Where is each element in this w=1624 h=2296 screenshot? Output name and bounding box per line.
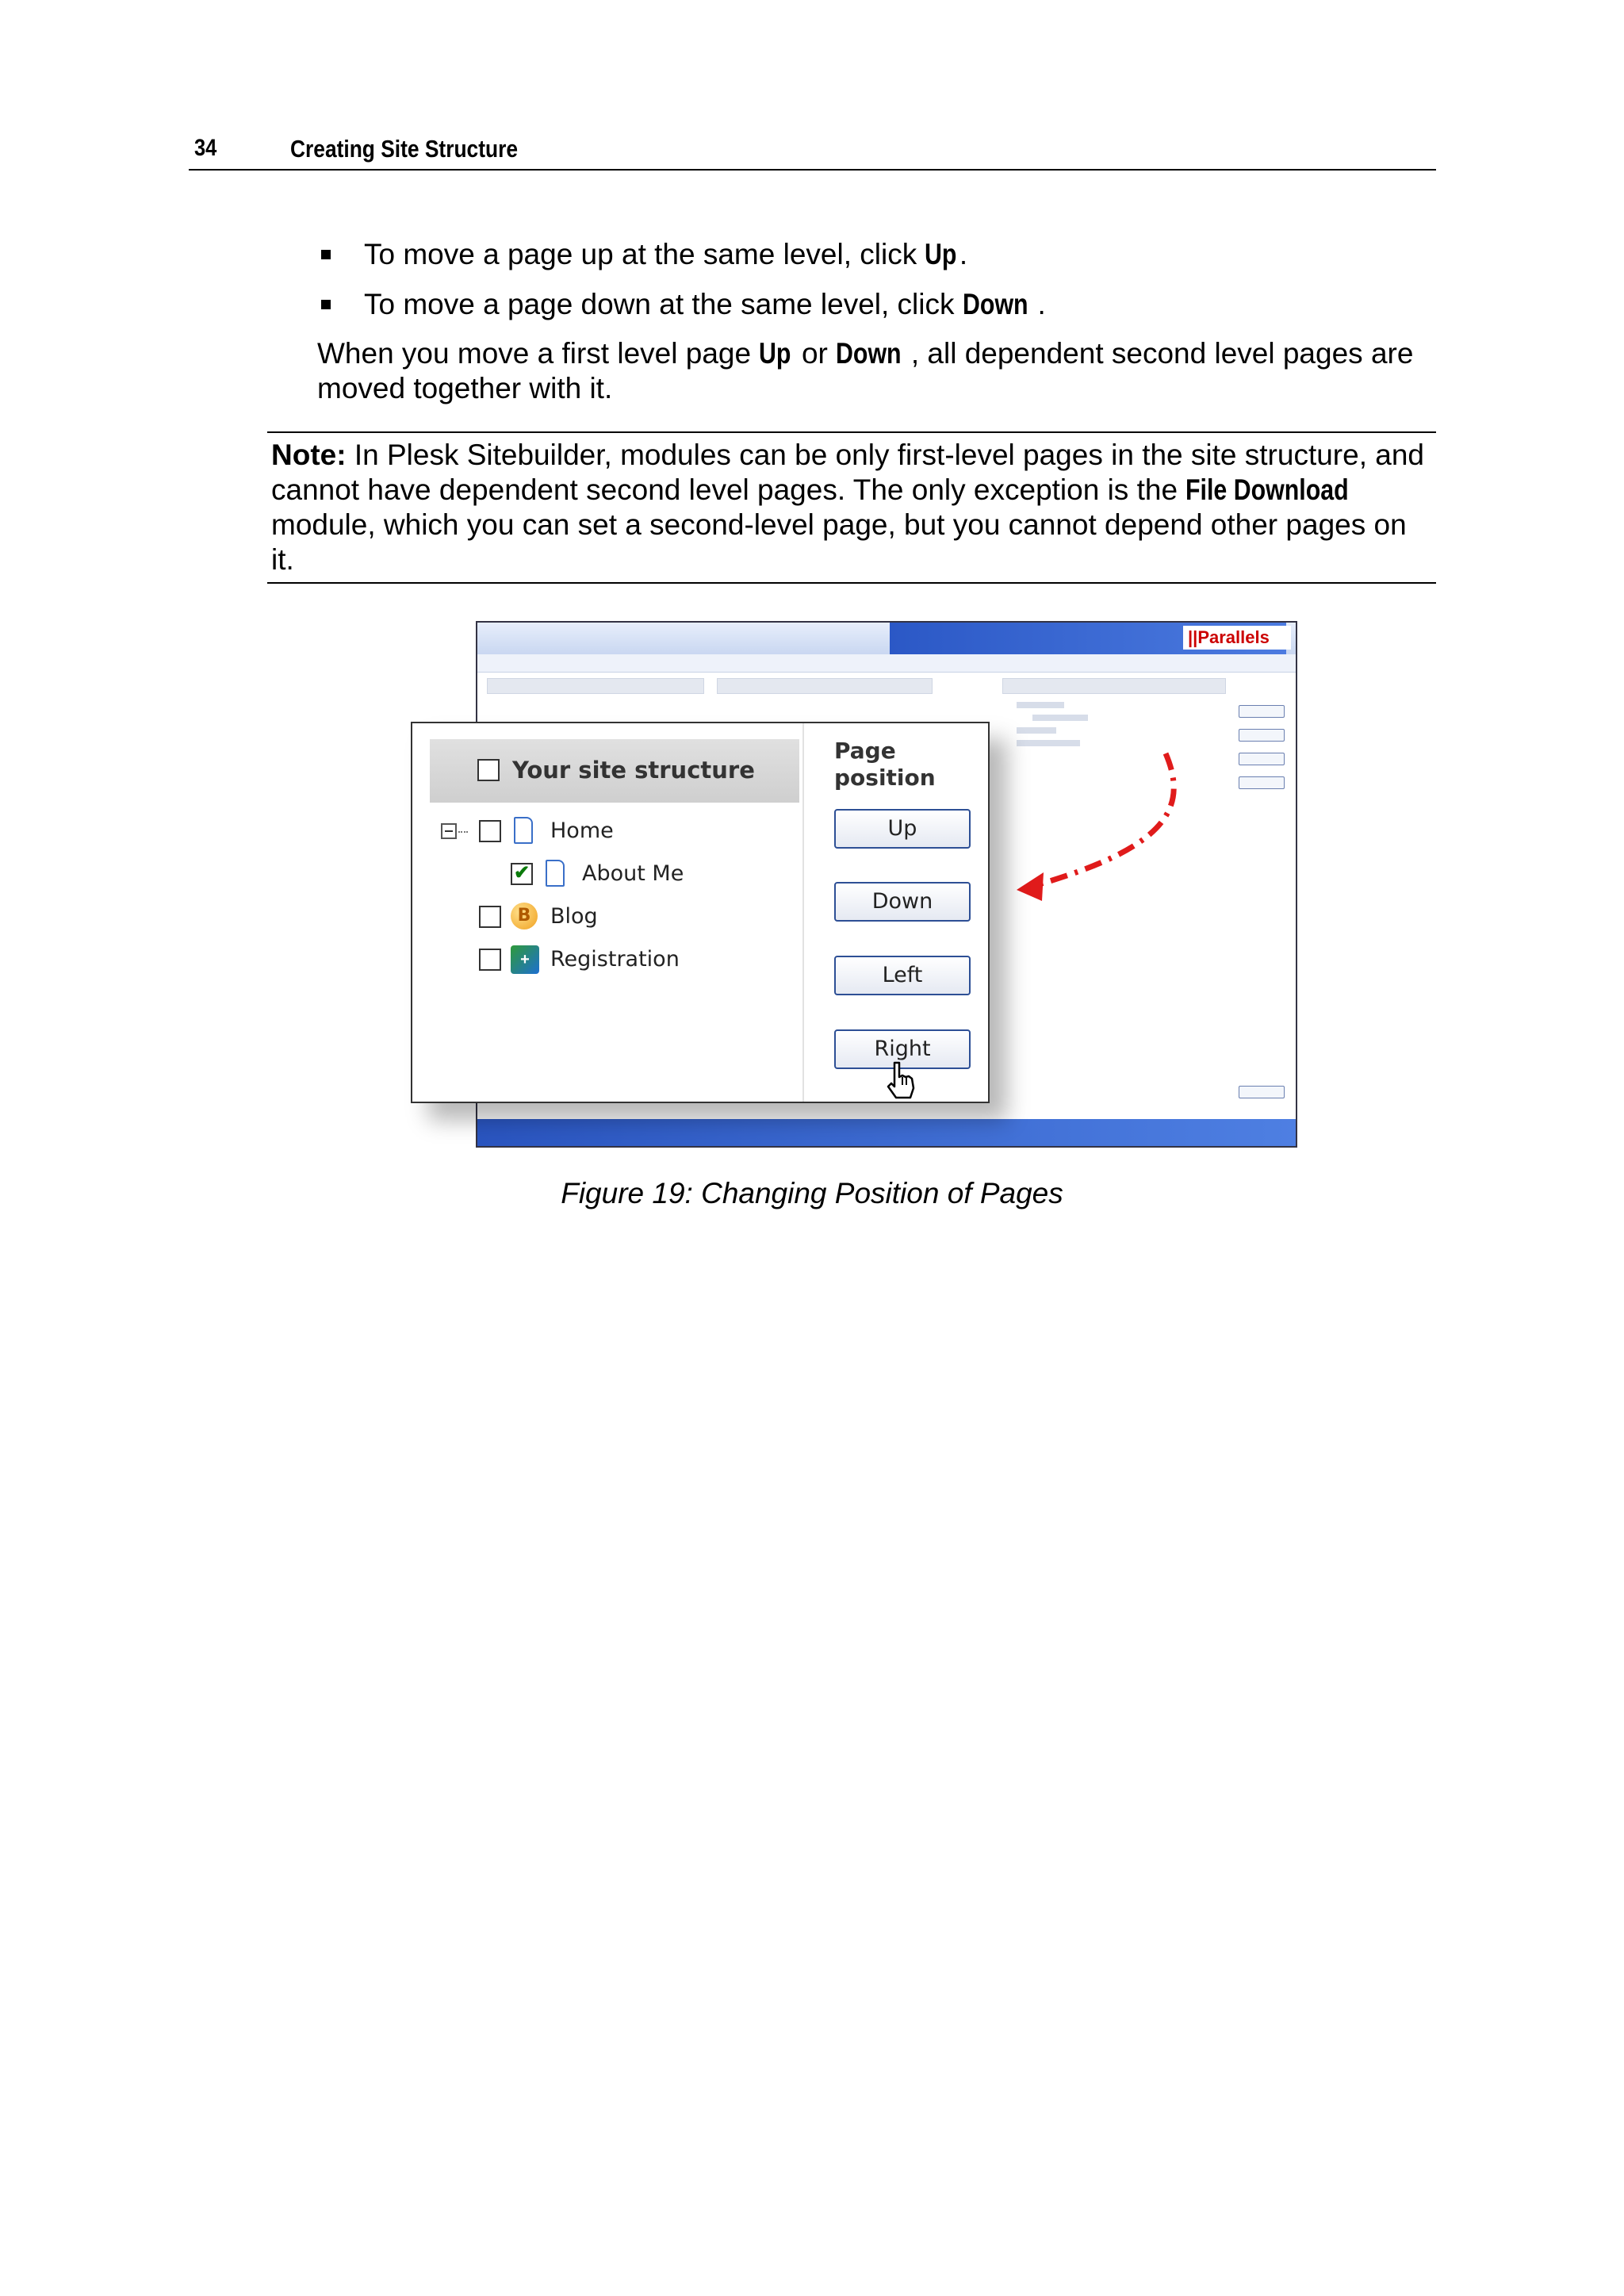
tree-item-registration[interactable]: Registration (550, 947, 680, 972)
screenshot-status-bar (477, 654, 1296, 673)
screenshot-finish-button (1239, 1086, 1285, 1098)
up-button[interactable]: Up (834, 809, 971, 849)
screenshot-column-header (717, 678, 933, 694)
screenshot-up-button (1239, 705, 1285, 718)
parallels-logo: ||Parallels (1183, 626, 1291, 650)
screenshot-left-button (1239, 753, 1285, 765)
hand-cursor-icon (883, 1060, 920, 1101)
page-position-title-line1: Page (834, 738, 896, 764)
page-position-title-line2: position (834, 765, 936, 791)
tree-item-about-me[interactable]: About Me (582, 861, 684, 886)
screenshot-tree-row (1032, 715, 1088, 721)
collapse-icon[interactable] (441, 823, 457, 839)
registration-checkbox[interactable] (479, 949, 501, 971)
bullet-text: To move a page down at the same level, click Down . (364, 288, 1046, 320)
right-button[interactable]: Right (834, 1029, 971, 1069)
screenshot-down-button (1239, 729, 1285, 742)
home-checkbox[interactable] (479, 820, 501, 842)
screenshot-column-header (487, 678, 704, 694)
figure-caption: Figure 19: Changing Position of Pages (561, 1177, 1063, 1209)
screenshot-column-header (1002, 678, 1226, 694)
header-rule (189, 169, 1436, 171)
bullet-square-icon (321, 300, 331, 309)
note-bottom-rule (267, 582, 1436, 584)
bullet-text: To move a page up at the same level, click Up. (364, 238, 968, 270)
red-arrow-icon (1007, 746, 1197, 912)
select-all-checkbox[interactable] (477, 759, 500, 781)
left-button[interactable]: Left (834, 956, 971, 995)
blog-checkbox[interactable] (479, 906, 501, 928)
note-block: Note: In Plesk Sitebuilder, modules can be only first-level pages in the site structure, and cannot have dependent second level pages. The only exception is the File Download module, which you can set a second-level page, but you cannot depend other pages on it. (271, 439, 1424, 576)
page-icon (514, 817, 533, 844)
site-structure-title: Your site structure (512, 757, 755, 784)
screenshot-tree-row (1017, 727, 1056, 734)
tree-item-blog[interactable]: Blog (550, 904, 598, 929)
screenshot-bottom-nav (477, 1119, 1296, 1146)
note-top-rule (267, 431, 1436, 433)
page-icon (546, 860, 565, 887)
running-header-title: Creating Site Structure (290, 135, 518, 163)
screenshot-tree-row (1017, 702, 1064, 708)
site-structure-zoom-panel (411, 722, 990, 1103)
screenshot-right-button (1239, 776, 1285, 789)
blog-icon: B (511, 903, 538, 930)
down-button[interactable]: Down (834, 882, 971, 922)
body-paragraph: When you move a first level page Up or Down , all dependent second level pages are moved together with it. (317, 337, 1414, 404)
tree-connector (458, 831, 468, 833)
tree-item-home[interactable]: Home (550, 818, 614, 843)
bullet-square-icon (321, 250, 331, 259)
page-number: 34 (194, 135, 217, 161)
registration-icon: + (511, 945, 539, 974)
about-me-checkbox[interactable] (511, 863, 533, 885)
